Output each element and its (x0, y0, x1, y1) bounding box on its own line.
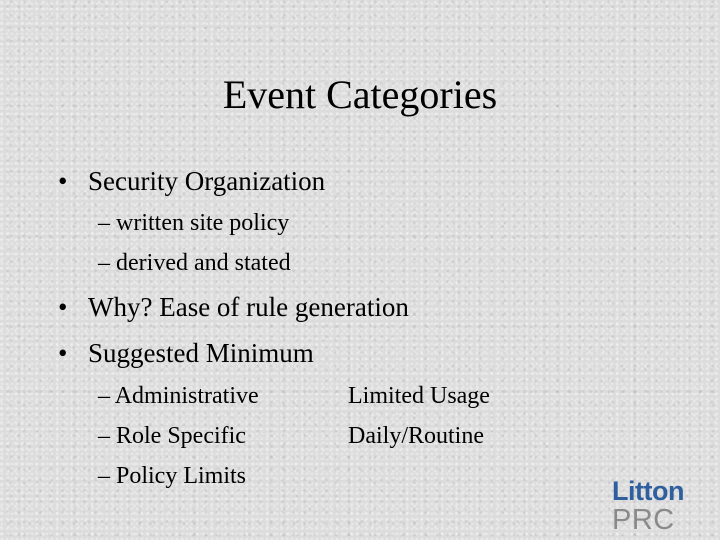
subitem-policy-limits (98, 461, 246, 491)
subitem-derived-and-stated (98, 248, 291, 278)
subitem-text: Role Specific (116, 423, 246, 449)
subitem-text: Policy Limits (116, 463, 247, 489)
dash-glyph: – (98, 383, 110, 409)
subitem-text: derived and stated (116, 250, 291, 276)
subitem-text: Administrative (114, 383, 259, 409)
subitem-written-site-policy (98, 208, 289, 238)
bullet-glyph: • (58, 338, 68, 368)
logo-top-text: Litton (612, 476, 684, 506)
dash-glyph: – (98, 250, 110, 276)
subitem-text: written site policy (116, 210, 290, 236)
bullet-why-ease-of-rule-generation (58, 291, 409, 323)
dash-glyph: – (98, 423, 110, 449)
subitem-limited-usage: Limited Usage (348, 383, 490, 409)
bullet-glyph: • (58, 292, 68, 322)
bullet-security-organization (58, 165, 325, 197)
dash-glyph: – (98, 210, 110, 236)
subitem-role-specific (98, 421, 246, 451)
bullet-glyph: • (58, 166, 68, 196)
bullet-text: Suggested Minimum (88, 338, 314, 368)
bullet-text: Why? Ease of rule generation (88, 292, 409, 322)
litton-prc-logo (612, 478, 712, 535)
slide-title: Event Categories (222, 72, 498, 117)
subitem-administrative (98, 381, 259, 411)
bullet-text: Security Organization (88, 166, 326, 196)
dash-glyph: – (98, 463, 110, 489)
subitem-daily-routine: Daily/Routine (348, 423, 484, 449)
logo-bottom-text: PRC (612, 504, 675, 536)
bullet-suggested-minimum (58, 337, 314, 369)
